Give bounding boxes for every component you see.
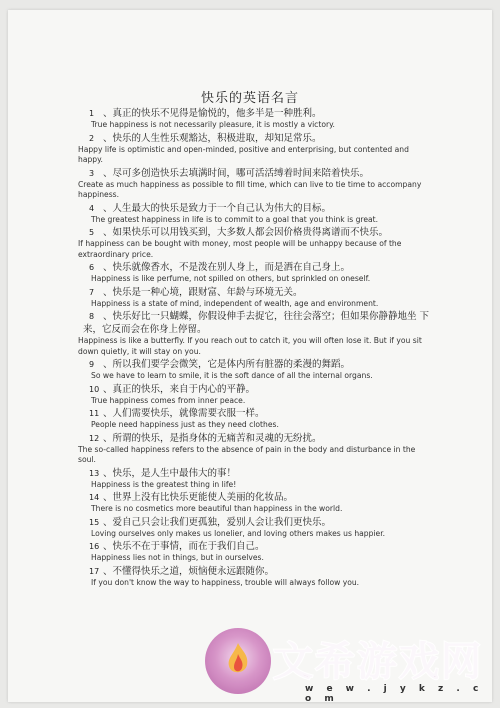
quote-english: Happy life is optimistic and open-minded, positive and enterprising, but contented and happy. (78, 144, 409, 164)
quote-english: True happiness is not necessarily pleasure, it is mostly a victory. (91, 120, 335, 129)
document-page (8, 10, 492, 702)
quote-item (78, 432, 435, 466)
quote-chinese: 、人生最大的快乐是致力于一个自己认为伟大的目标。 (103, 202, 332, 214)
quote-number: 10 (89, 384, 100, 394)
quote-item (78, 310, 435, 357)
quote-item (83, 383, 435, 407)
quote-chinese: 、快乐，是人生中最伟大的事！ (103, 467, 237, 479)
quote-item (83, 202, 435, 226)
quote-number: 15 (89, 517, 100, 527)
quote-item (83, 286, 435, 310)
watermark-logo (205, 628, 271, 694)
quote-chinese: 、真正的快乐，来自于内心的平静。 (103, 383, 256, 395)
quote-english: Loving ourselves only makes us lonelier, and loving others makes us happier. (91, 528, 386, 538)
quote-chinese: 、真正的快乐不见得是愉悦的，他多半是一种胜利。 (103, 108, 322, 119)
quote-chinese: 、快乐不在于事情，而在于我们自己。 (103, 541, 265, 552)
quote-item (83, 467, 435, 491)
quote-number: 1 (89, 109, 95, 118)
quote-chinese: 、如果快乐可以用钱买到，大多数人都会因价格贵得离谱而不快乐。 (103, 227, 389, 238)
watermark-url: w e w . j y k z . c o m (305, 684, 484, 704)
quote-item (83, 407, 435, 431)
quote-chinese: 、爱自己只会让我们更孤独，爱别人会让我们更快乐。 (103, 516, 332, 528)
quote-item (83, 491, 435, 515)
quote-english: There is no cosmetics more beautiful than happiness in the world. (91, 504, 343, 513)
quote-number: 2 (89, 133, 95, 143)
quote-item (83, 261, 435, 285)
quote-item (83, 516, 435, 540)
quote-english: If you don't know the way to happiness, trouble will always follow you. (91, 577, 360, 587)
quote-english: Create as much happiness as possible to fill time, which can live to tie time to accompany happiness. (78, 179, 422, 199)
quote-number: 5 (89, 228, 95, 237)
quote-number: 14 (89, 493, 100, 502)
quote-chinese: 、所谓的快乐，是指身体的无痛苦和灵魂的无纷扰。 (103, 432, 322, 444)
quote-number: 16 (89, 542, 100, 551)
quote-item (83, 358, 435, 382)
quote-english: Happiness is like perfume, not spilled on others, but sprinkled on oneself. (91, 274, 371, 283)
quote-chinese: 、快乐好比一只蝴蝶，你假设伸手去捉它，往往会落空；但如果你静静地坐 下来，它反而会在你身上停留。 (83, 311, 430, 335)
quote-chinese: 、世界上没有比快乐更能使人美丽的化妆品。 (103, 492, 294, 503)
flame-icon (225, 642, 251, 678)
quote-english: Happiness is a state of mind, independent of wealth, age and environment. (91, 298, 379, 308)
quote-number: 11 (89, 409, 100, 418)
quote-chinese: 、人们需要快乐，就像需要衣服一样。 (103, 408, 265, 419)
quote-english: If happiness can be bought with money, most people will be unhappy because of the extraordinary price. (78, 239, 402, 259)
quote-item (78, 132, 435, 166)
quote-english: True happiness comes from inner peace. (91, 395, 246, 405)
quote-number: 8 (89, 312, 95, 321)
quote-chinese: 、不懂得快乐之道，烦恼便永远跟随你。 (103, 565, 275, 577)
quote-english: Happiness is the greatest thing in life! (91, 479, 237, 489)
quote-chinese: 、快乐就像香水，不是泼在别人身上，而是洒在自己身上。 (103, 262, 351, 273)
quote-number: 12 (89, 433, 100, 443)
quote-item (78, 167, 435, 201)
quote-english: People need happiness just as they need clothes. (91, 420, 279, 429)
quote-item (83, 107, 435, 131)
quote-chinese: 、快乐的人生性乐观豁达，积极进取，却知足常乐。 (103, 132, 322, 144)
quote-chinese: 、快乐是一种心境，跟财富、年龄与环境无关。 (103, 286, 303, 298)
quote-number: 13 (89, 468, 100, 478)
quote-number: 3 (89, 168, 95, 178)
quote-english: Happiness is like a butterfly. If you reach out to catch it, you will often lose it. But if you sit down quietly, it will stay on you. (78, 336, 422, 356)
quote-item (83, 540, 435, 564)
quote-number: 4 (89, 203, 95, 213)
quote-number: 7 (89, 287, 95, 297)
page-title: 快乐的英语名言 (200, 91, 299, 106)
quote-number: 6 (89, 263, 95, 272)
quote-chinese: 、所以我们要学会微笑，它是体内所有脏器的柔漫的舞蹈。 (103, 359, 351, 370)
quote-item (78, 226, 435, 260)
watermark-text: 文希游戏网 (273, 639, 483, 685)
quote-english: The greatest happiness in life is to commit to a goal that you think is great. (91, 214, 379, 224)
quote-list (78, 107, 435, 589)
quote-number: 9 (89, 360, 95, 369)
site-watermark (205, 626, 495, 706)
quote-english: Happiness lies not in things, but in ourselves. (91, 553, 264, 562)
quote-number: 17 (89, 566, 100, 576)
quote-chinese: 、尽可多创造快乐去填满时间，哪可活活缚着时间来陪着快乐。 (103, 167, 370, 179)
quote-english: The so-called happiness refers to the absence of pain in the body and disturbance in the soul. (78, 444, 416, 464)
quote-item (83, 565, 435, 589)
quote-english: So we have to learn to smile, it is the soft dance of all the internal organs. (91, 371, 373, 380)
